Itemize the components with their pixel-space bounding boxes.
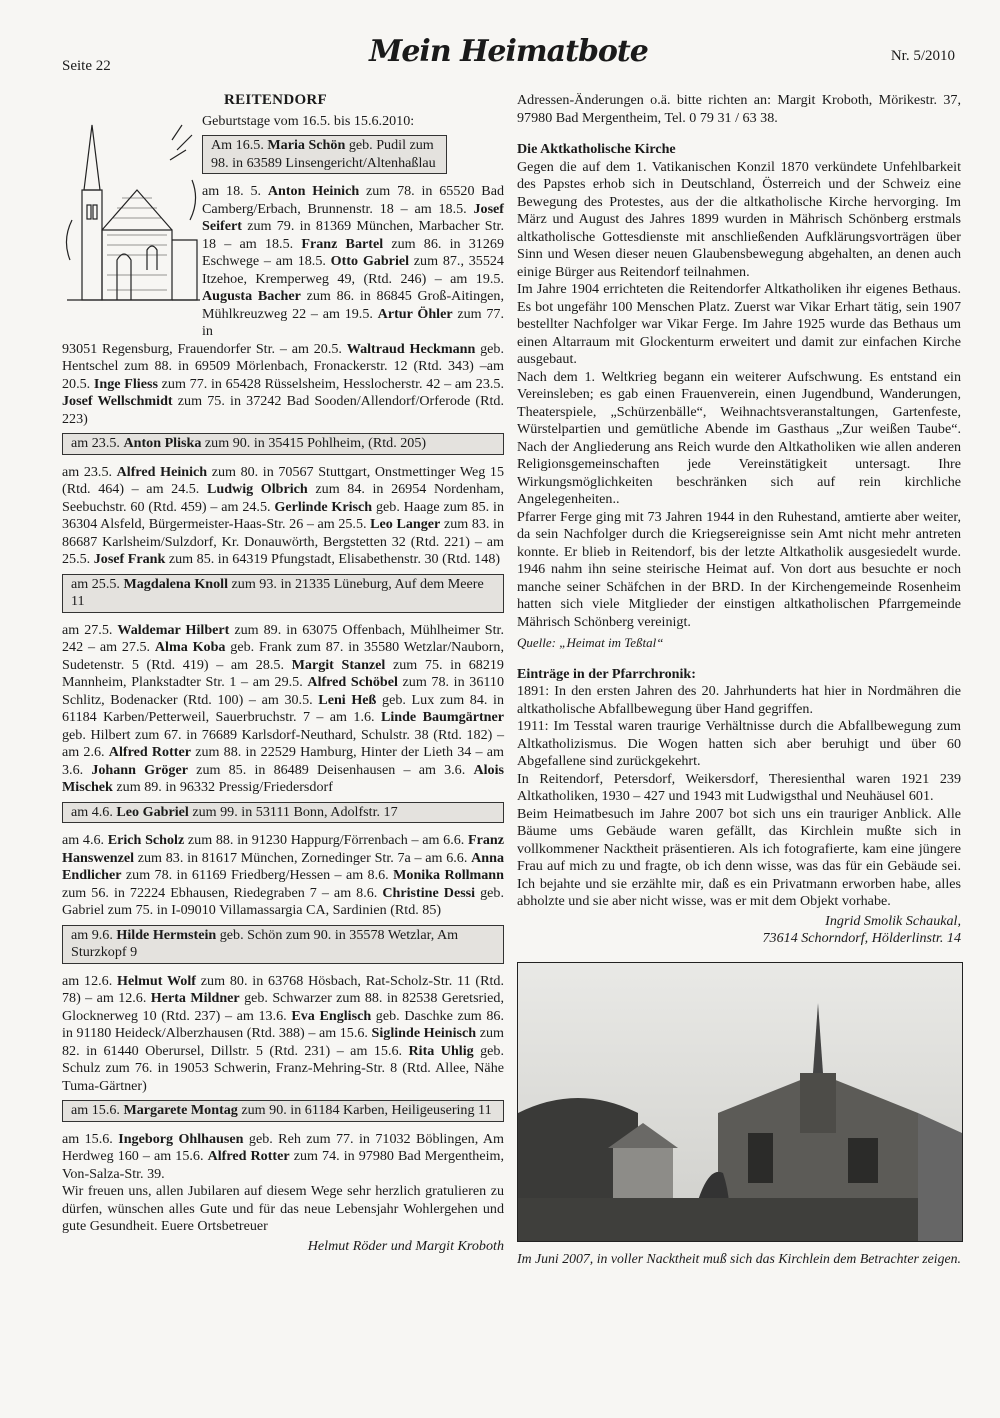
box-text: am 15.6. xyxy=(71,1102,124,1118)
highlight-box xyxy=(62,802,504,824)
birthday-paragraph: am 15.6. Ingeborg Ohlhausen geb. Reh zum 77. in 71032 Böblingen, Am Herdweg 160 – am 15.6. Alfred Rotter zum 74. in 97980 Bad Mergentheim, Von-Salza-Str. 39. xyxy=(62,1130,505,1182)
box-text: zum 99. in 53111 Bonn, Adolfstr. 17 xyxy=(188,803,398,820)
box-text: am 23.5. xyxy=(71,435,124,451)
person-name: Herta Mildner xyxy=(150,990,240,1006)
person-name: Artur Öhler xyxy=(377,305,453,322)
person-name: Franz Hanswenzel xyxy=(62,832,504,866)
right-column xyxy=(517,92,961,1267)
highlight-box xyxy=(62,574,504,613)
person-name: Eva Englisch xyxy=(291,1007,372,1024)
highlight-box xyxy=(62,925,504,964)
masthead-logo: Mein Heimatbote xyxy=(369,34,648,69)
birthday-paragraph: am 18. 5. Anton Heinich zum 78. in 65520 Bad Camberg/Erbach, Brunnenstr. 18 – am 18.5. Josef Seifert zum 79. in 81369 München, Marbacher Str. 18 – am 18.5. Franz Bartel zum 86. in 31269 Eschwege – am 18.5. Otto Gabriel zum 87., 35524 Itzehoe, Kremperweg 49, (Rtd. 246) – am 19.5. Augusta Bacher zum 86. in 86845 Groß-Aitingen, Mühlkreuzweg 22 – am 19.5. Artur Öhler zum 77. in xyxy=(202,183,505,339)
section-header xyxy=(202,92,504,130)
person-name: Monika Rollmann xyxy=(393,867,504,883)
box-text: zum 93. in 21335 Lüneburg, Auf dem Meere 11 xyxy=(71,575,484,609)
person-name: Augusta Bacher xyxy=(202,288,301,304)
box-text: zum 90. in 61184 Karben, Heiligeusering 11 xyxy=(237,1102,492,1118)
article-paragraph: Pfarrer Ferge ging mit 73 Jahren 1944 in den Ruhestand, amtierte aber weiter, da sein Nachfolger durch die Kriegsereignisse sein Amt nicht mehr antreten konnte. Er blieb in Reitendorf, bis der letzte Altkatholik ausgesiedelt wurde. 1946 nahm ihn seine steirische Heimat auf. Von dort aus besuchte er noch manche seiner Schäfchen in der BRD. In der Kirchengemeinde Rosenheim hatten sich viele Mitglieder der einstigen altkatholischen Pfarrgemeinde Mährisch Schönberg vereinigt. xyxy=(517,508,961,630)
church-photo-icon xyxy=(518,963,962,1241)
person-name: Margit Stanzel xyxy=(291,656,386,673)
birthday-paragraph: am 4.6. Erich Scholz zum 88. in 91230 Happurg/Förrenbach – am 6.6. Franz Hanswenzel zum 83. in 81617 München, Zornedinger Str. 7a – am 6.6. Anna Endlicher zum 78. in 61169 Friedberg/Hessen – am 8.6. Monika Rollmann zum 56. in 72224 Ebhausen, Riedegraben 7 – am 8.6. Christine Dessi geb. Gabriel zum 75. in I-09010 Villamassargia CA, Sardinien (Rtd. 85) xyxy=(62,832,504,918)
birthday-paragraph: am 23.5. Alfred Heinich zum 80. in 70567 Stuttgart, Onstmettinger Weg 15 (Rtd. 464) – am 24.5. Ludwig Olbrich zum 84. in 26954 Nordenham, Seebuchstr. 60 (Rtd. 459) – am 24.5. Gerlinde Krisch geb. Haage zum 85. in 36304 Alsfeld, Bürgermeister-Haas-Str. 26 – am 25.5. Leo Langer zum 83. in 86687 Karlsheim/Sulzdorf, Kr. Donauwörth, Bergstetten 32 (Rtd. 221) – am 25.5. Josef Frank zum 85. in 64319 Pfungstadt, Elisabethenstr. 30 (Rtd. 148) xyxy=(62,463,505,567)
box-text: am 25.5. xyxy=(71,575,124,592)
person-name: Rita Uhlig xyxy=(408,1042,474,1059)
issue-number: Nr. 5/2010 xyxy=(890,48,955,64)
person-name: Anton Heinich xyxy=(267,183,360,199)
chronicle-entry: 1891: In den ersten Jahren des 20. Jahrhunderts hat hier in Nordmähren die altkatholische Abfallbewegung über Hand gegriffen. xyxy=(517,683,961,717)
birthday-paragraph: am 27.5. Waldemar Hilbert zum 89. in 63075 Offenbach, Mühlheimer Str. 242 – am 27.5. Alma Koba geb. Frank zum 87. in 35580 Wetzlar/Nauborn, Sudetenstr. 5 (Rtd. 419) – am 28.5. Margit Stanzel zum 75. in 68219 Mannheim, Plankstadter Str. 1 – am 29.5. Alfred Schöbel zum 78. in 36110 Schlitz, Bodenacker (Rtd. 100) – am 30.5. Leni Heß geb. Lux zum 84. in 61184 Karben/Petterweil, Sauerbruchstr. 7 – am 1.6. Linde Baumgärtner geb. Hilbert zum 67. in 76689 Karlsdorf-Neuthard, Schulstr. 38 (Rtd. 182) – am 2.6. Alfred Rotter zum 88. in 22529 Hamburg, Hinter der Lieth 34 – am 3.6. Johann Gröger zum 85. in 86489 Deisenhausen – am 3.6. Alois Mischek zum 89. in 96332 Pressig/Friedersdorf xyxy=(62,621,505,795)
box-text: Am 16.5. xyxy=(211,137,268,153)
page-number: Seite 22 xyxy=(62,58,111,74)
article-paragraph: Nach dem 1. Weltkrieg begann ein weiterer Aufschwung. Es entstand ein Vereinsleben; es gab einen Frauenverein, einen Jugendbund, Wanderungen, Theaterspiele, „Schürzenbälle“, Weihnachtsveranstaltungen, Gartenfeste, Würstelpartien und gemütliche Abende im Gasthaus „Zur weißen Taube“. Nach der Angliederung ans Reich wurde den Altkatholiken wie allen anderen Religionsgemeinschaften jede Vereinstätigkeit untersagt. Ihre Wirkungsmöglichkeiten beschränken sich auf rein kirchliche Angelegenheiten.. xyxy=(517,368,961,507)
person-name: Alfred Rotter xyxy=(207,1148,290,1164)
highlight-box xyxy=(62,1100,504,1122)
person-name: Johann Gröger xyxy=(91,761,188,778)
box-text: zum 90. in 35415 Pohlheim, (Rtd. 205) xyxy=(201,435,427,451)
birthday-paragraph: 93051 Regensburg, Frauendorfer Str. – am 20.5. Waltraud Heckmann geb. Hentschel zum 88. in 69509 Mörlenbach, Fronackerstr. 12 (Rtd. 343) –am 20.5. Inge Fliess zum 77. in 65428 Rüsselsheim, Hesslocherstr. 42 – am 23.5. Josef Wellschmidt zum 75. in 37242 Bad Sooden/Allendorf/Orferode (Rtd. 223) xyxy=(62,340,505,427)
box-name: Anton Pliska xyxy=(123,435,202,451)
birthday-paragraph: am 12.6. Helmut Wolf zum 80. in 63768 Hösbach, Rat-Scholz-Str. 11 (Rtd. 78) – am 12.6. Herta Mildner geb. Schwarzer zum 88. in 82538 Geretsried, Glocknerweg 10 (Rtd. 237) – am 13.6. Eva Englisch geb. Daschke zum 86. in 91180 Heideck/Alberzhausen (Rtd. 388) – am 15.6. Siglinde Heinisch zum 82. in 61440 Oberursel, Dillstr. 5 (Rtd. 231) – am 15.6. Rita Uhlig geb. Schulz zum 76. in 19053 Schwerin, Franz-Mehring-Str. 8 (Rtd. Allee, Nähe Tuma-Gärtner) xyxy=(62,972,505,1094)
box-text: geb. Pudil zum 98. in 63589 Linsengericht/Altenhaßlau xyxy=(211,137,436,171)
person-name: Ingeborg Ohlhausen xyxy=(118,1130,244,1147)
person-name: Alfred Rotter xyxy=(108,744,191,760)
person-name: Josef Seifert xyxy=(202,200,504,234)
chronicle-entry: 1911: Im Tesstal waren traurige Verhältnisse durch die Abfallbewegung zum Altkatholizismus. Die Wogen hatten sich aber beruhigt und über 60 Abgefallene sind zurückgekehrt. xyxy=(517,718,961,769)
person-name: Christine Dessi xyxy=(382,884,476,901)
box-name: Hilde Hermstein xyxy=(116,926,217,943)
author-name: Ingrid Smolik Schaukal, xyxy=(825,912,961,929)
person-name: Leni Heß xyxy=(318,691,377,708)
closing-text: Wir freuen uns, allen Jubilaren auf diesem Wege sehr herzlich gratulieren zu dürfen, wünschen alles Gute und für das neue Lebensjahr Wohlergehen und gute Gesundheit. Euere Ortsbetreuer xyxy=(62,1183,504,1234)
article-paragraph: Im Jahre 1904 errichteten die Reitendorfer Altkatholiken ihr eigenes Bethaus. Es bot ungefähr 100 Menschen Platz. Zuerst war Vikar Erhart tätig, sein 1907 bestellter Nachfolger war Vikar Ferge. Im Jahre 1925 wurde das Bethaus um einen Altarraum mit Glockenturm erweitert und damit zur einfachen Kirche ausgebaut. xyxy=(517,281,961,367)
box-text: geb. Schön zum 90. in 35578 Wetzlar, Am Sturzkopf 9 xyxy=(71,926,459,960)
person-name: Waldemar Hilbert xyxy=(117,621,230,638)
person-name: Leo Langer xyxy=(370,516,441,532)
section-subtitle: Geburtstage vom 16.5. bis 15.6.2010: xyxy=(202,112,415,129)
box-name: Maria Schön xyxy=(267,137,346,153)
source-note: Quelle: „Heimat im Teßtal“ xyxy=(517,635,664,650)
church-drawing-icon xyxy=(62,120,200,310)
person-name: Josef Wellschmidt xyxy=(62,393,173,409)
section-title: REITENDORF xyxy=(224,92,328,108)
person-name: Waltraud Heckmann xyxy=(346,340,476,357)
person-name: Alma Koba xyxy=(154,639,226,655)
person-name: Ludwig Olbrich xyxy=(206,481,308,497)
person-name: Inge Fliess xyxy=(93,375,158,392)
person-name: Alois Mischek xyxy=(62,761,504,795)
person-name: Franz Bartel xyxy=(301,235,384,252)
page-header xyxy=(62,30,955,80)
chronicle-heading: Einträge in der Pfarrchronik: xyxy=(517,665,696,682)
person-name: Erich Scholz xyxy=(107,832,185,848)
article-heading: Die Aktkatholische Kirche xyxy=(517,141,676,157)
highlight-box xyxy=(202,135,447,174)
box-text: am 9.6. xyxy=(71,926,117,943)
box-name: Leo Gabriel xyxy=(116,803,189,820)
person-name: Helmut Wolf xyxy=(117,972,196,989)
person-name: Alfred Heinich xyxy=(116,463,208,480)
person-name: Siglinde Heinisch xyxy=(371,1025,477,1041)
signature: Helmut Röder und Margit Kroboth xyxy=(307,1237,504,1254)
church-photo xyxy=(517,962,963,1242)
photo-caption: Im Juni 2007, in voller Nacktheit muß sich das Kirchlein dem Betrachter zeigen. xyxy=(517,1250,961,1266)
box-name: Margarete Montag xyxy=(123,1102,238,1118)
box-text: am 4.6. xyxy=(71,803,117,820)
chronicle-entry: Beim Heimatbesuch im Jahre 2007 bot sich uns ein trauriger Anblick. Alle Bäume ums Gebäude waren gefällt, das Kirchlein mußte sich in vollkommener Nacktheit präsentieren. Als ich fotografierte, kam eine jüngere Frau auf mich zu und fragte, ob ich denn wisse, was das für ein Gebäude sei. Ich bejahte und sie erzählte mir, daß es ein Privatmann erworben habe, alles abholzte und sie aber nicht wisse, was er mit dem Objekt vorhabe. xyxy=(517,805,961,909)
intro-text: Adressen-Änderungen o.ä. bitte richten an: Margit Kroboth, Mörikestr. 37, 97980 Bad Mergentheim, Tel. 0 79 31 / 63 38. xyxy=(517,92,961,126)
chronicle-entry: In Reitendorf, Petersdorf, Weikersdorf, Theresienthal waren 1921 239 Altkatholiken, 1930 – 427 und 1943 mit Ludwigsthal und Neuhäusel 601. xyxy=(517,770,961,804)
person-name: Otto Gabriel xyxy=(330,253,410,269)
person-name: Gerlinde Krisch xyxy=(274,498,373,515)
person-name: Anna Endlicher xyxy=(62,849,504,883)
person-name: Linde Baumgärtner xyxy=(380,709,504,725)
left-column xyxy=(62,92,504,1255)
article-paragraph: Gegen die auf dem 1. Vatikanischen Konzil 1870 verkündete Unfehlbarkeit des Papstes erhob sich in Deutschland, Österreich und der Schweiz eine Bewegung des Protestes, aus der die altkatholische Kirche hervorging. Im März und August des Jahres 1899 wurden in Mährisch Schönberg erstmals altkatholische Gottesdienste mit anschließenden Aufklärungsvorträgen über Sinn und Wesen dieser neuen Glaubensbewegung abgehalten, an denen auch einige Bürger aus Reitendorf teilnahmen. xyxy=(517,158,961,280)
person-name: Alfred Schöbel xyxy=(307,674,398,690)
author-address: 73614 Schorndorf, Hölderlinstr. 14 xyxy=(762,930,961,946)
highlight-box xyxy=(62,433,504,455)
person-name: Josef Frank xyxy=(93,551,166,567)
box-name: Magdalena Knoll xyxy=(123,575,228,592)
